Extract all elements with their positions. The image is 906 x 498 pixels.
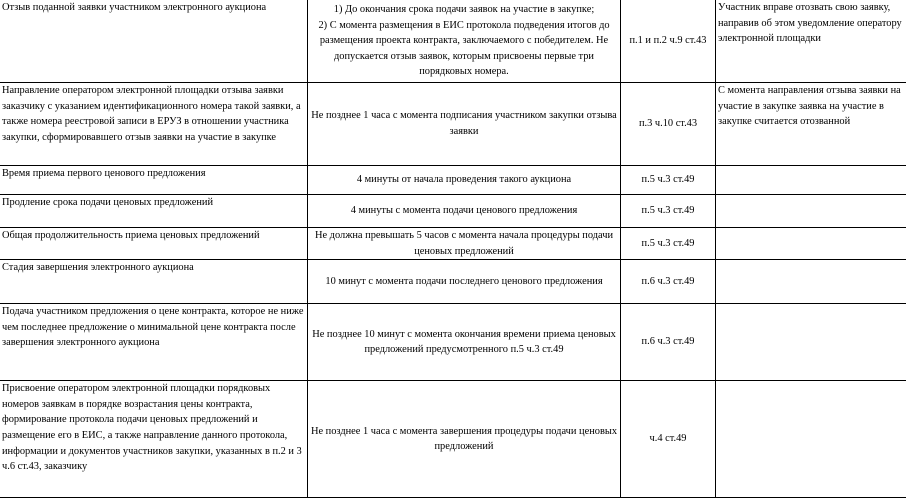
term-line: Не должна превышать 5 часов с момента начала процедуры подачи ценовых предложений — [310, 228, 618, 259]
law-reference-cell: п.3 ч.10 ст.43 — [621, 83, 716, 166]
term-cell — [308, 304, 621, 381]
term-cell — [308, 83, 621, 166]
event-cell: Подача участником предложения о цене контракта, которое не ниже чем последнее предложение о минимальной цене контракта после завершения электронного аукциона — [0, 304, 308, 381]
term-line: 2) С момента размещения в ЕИС протокола подведения итогов до размещения проекта контракта, заключаемого с победителем. Не допускается отзыв заявок, которым присвоены первые три порядковых номера. — [310, 18, 618, 80]
term-line: 4 минуты с момента подачи ценового предложения — [310, 203, 618, 219]
note-cell — [716, 381, 906, 498]
law-reference-cell: п.5 ч.3 ст.49 — [621, 166, 716, 195]
note-cell — [716, 195, 906, 228]
table-row — [0, 260, 906, 304]
term-cell — [308, 0, 621, 83]
note-cell — [716, 260, 906, 304]
event-cell: Продление срока подачи ценовых предложений — [0, 195, 308, 228]
event-cell: Стадия завершения электронного аукциона — [0, 260, 308, 304]
table-row — [0, 304, 906, 381]
event-cell: Общая продолжительность приема ценовых предложений — [0, 228, 308, 260]
table-row — [0, 228, 906, 260]
term-line: 1) До окончания срока подачи заявок на участие в закупке; — [310, 2, 618, 18]
term-cell — [308, 195, 621, 228]
event-cell: Присвоение оператором электронной площадки порядковых номеров заявкам в порядке возрастания цены контракта, формирование протокола подачи ценовых предложений и размещение его в ЕИС, а также направление данного протокола, информации и документов участников закупки, указанных в п.2 и 3 ч.6 ст.43, заказчику — [0, 381, 308, 498]
term-cell — [308, 166, 621, 195]
table-row — [0, 381, 906, 498]
law-reference-cell: п.6 ч.3 ст.49 — [621, 304, 716, 381]
term-cell — [308, 381, 621, 498]
term-line: 4 минуты от начала проведения такого аукциона — [310, 172, 618, 188]
term-cell — [308, 228, 621, 260]
table-row — [0, 195, 906, 228]
law-reference-cell: п.5 ч.3 ст.49 — [621, 228, 716, 260]
event-cell: Отзыв поданной заявки участником электронного аукциона — [0, 0, 308, 83]
table-row — [0, 0, 906, 83]
note-cell — [716, 228, 906, 260]
table-row — [0, 166, 906, 195]
table-row — [0, 83, 906, 166]
note-cell — [716, 166, 906, 195]
note-cell: Участник вправе отозвать свою заявку, направив об этом уведомление оператору электронной площадки — [716, 0, 906, 83]
law-reference-cell: ч.4 ст.49 — [621, 381, 716, 498]
note-cell: С момента направления отзыва заявки на участие в закупке заявка на участие в закупке считается отозванной — [716, 83, 906, 166]
term-line: Не позднее 1 часа с момента подписания участником закупки отзыва заявки — [310, 108, 618, 139]
term-line: 10 минут с момента подачи последнего ценового предложения — [310, 274, 618, 290]
event-cell: Направление оператором электронной площадки отзыва заявки заказчику с указанием идентификационного номера такой заявки, а также номера реестровой записи в ЕРУЗ в отношении участника закупки, сформировавшего отзыв заявки на участие в закупке — [0, 83, 308, 166]
law-reference-cell: п.5 ч.3 ст.49 — [621, 195, 716, 228]
term-line: Не позднее 1 часа с момента завершения процедуры подачи ценовых предложений — [310, 424, 618, 455]
term-line: Не позднее 10 минут с момента окончания времени приема ценовых предложений предусмотренного п.5 ч.3 ст.49 — [310, 327, 618, 358]
law-reference-cell: п.6 ч.3 ст.49 — [621, 260, 716, 304]
note-cell — [716, 304, 906, 381]
event-cell: Время приема первого ценового предложения — [0, 166, 308, 195]
term-cell — [308, 260, 621, 304]
law-reference-cell: п.1 и п.2 ч.9 ст.43 — [621, 0, 716, 83]
